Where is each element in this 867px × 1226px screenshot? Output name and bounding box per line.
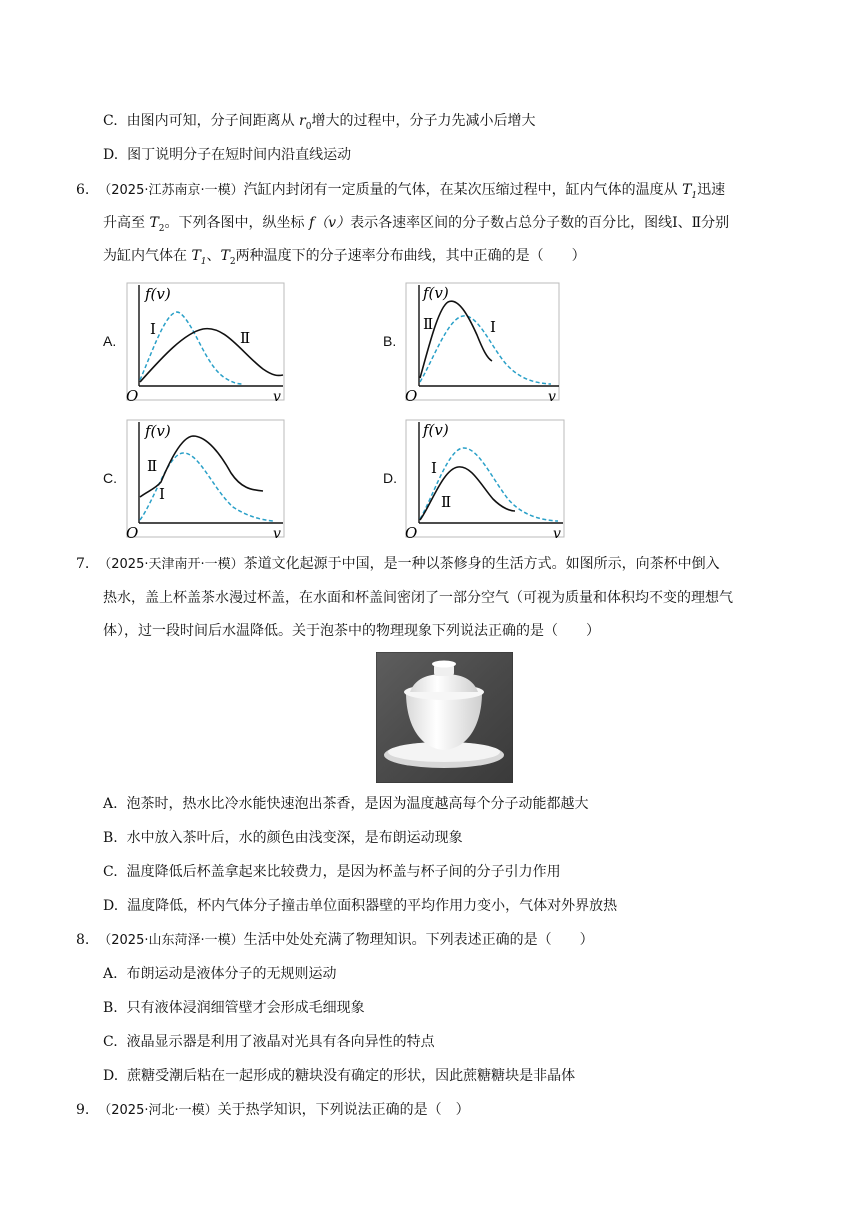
graph-label-b: B. [383,333,397,349]
origin-label: O [126,387,139,405]
option-text: 图丁说明分子在短时间内沿直线运动 [127,147,352,163]
stem-text-b: 。下列各图中，纵坐标 [164,215,309,231]
option-text: 液晶显示器是利用了液晶对光具有各向异性的特点 [126,1034,435,1050]
option-letter: C. [103,113,118,129]
curve-label-ii: Ⅱ [441,493,452,511]
stem-text: 生活中处处充满了物理知识。下列表述正确的是（ ） [243,932,594,948]
var-t: T [191,248,201,264]
q7-option-a [103,794,588,814]
subscript: 1 [691,190,698,201]
q8-option-d [103,1066,575,1086]
var-t: T [220,248,230,264]
option-letter: C. [103,1034,118,1050]
q5-option-c [103,111,535,137]
option-letter: B. [103,830,118,846]
graph-a [123,280,288,405]
option-text-rest: 增大的过程中，分子力先减小后增大 [311,113,536,129]
q7-option-c [103,862,561,882]
q6-stem-line2 [103,213,729,239]
var-t: T [149,215,159,231]
origin-label: O [405,524,418,542]
q6-stem-line1 [76,180,725,206]
tea-cup-photo [376,652,513,783]
option-text: 布朗运动是液体分子的无规则运动 [126,966,337,982]
option-letter: D. [103,147,119,163]
curve-label-i: Ⅰ [431,459,437,477]
graph-c [123,417,288,542]
option-letter: A. [103,966,118,982]
q9-stem [76,1100,470,1121]
x-axis-label: v [553,526,561,542]
x-axis-label: v [273,389,281,405]
stem-text: 茶道文化起源于中国，是一种以茶修身的生活方式。如图所示，向茶杯中倒入 [243,556,720,572]
q7-stem-line3: 体），过一段时间后水温降低。关于泡茶中的物理现象下列说法正确的是（ ） [103,623,600,639]
subscript: 1 [200,256,207,267]
q8-option-b [103,998,365,1018]
option-text: 水中放入茶叶后，水的颜色由浅变深，是布朗运动现象 [126,830,463,846]
q7-option-d [103,896,617,916]
graph-label-d: D. [383,470,397,486]
option-text: 温度降低，杯内气体分子撞击单位面积器壁的平均作用力变小，气体对外界放热 [127,898,618,914]
curve-label-i: Ⅰ [490,318,496,336]
stem-text-c: 表示各速率区间的分子数占总分子数的百分比，图线Ⅰ、Ⅱ分别 [350,215,730,231]
curve-ii [420,301,492,378]
stem-text-b: 迅速 [697,182,726,198]
curve-label-i: Ⅰ [150,320,156,338]
question-source: （2025·江苏南京·一模） [98,183,244,198]
curve-ii [140,329,283,382]
q8-option-c [103,1032,435,1052]
stem-text-b: 、 [206,248,221,264]
option-letter: D. [103,1068,119,1084]
y-axis-label: f(v) [423,421,449,439]
q8-option-a [103,964,336,984]
origin-label: O [405,387,418,405]
x-axis-label: v [273,526,281,542]
q6-stem-line3 [103,246,586,272]
question-source: （2025·天津南开·一模） [98,557,244,572]
x-axis-label: v [548,389,556,405]
graph-b [403,280,563,405]
y-axis-label: f(v) [423,284,449,302]
stem-text: 升高至 [103,215,150,231]
q7-stem-line2: 热水，盖上杯盖茶水漫过杯盖，在水面和杯盖间密闭了一部分空气（可视为质量和体积均不变的理想气 [103,590,733,606]
subscript: 2 [158,223,165,234]
stem-text: 为缸内气体在 [103,248,192,264]
question-number: 6. [76,182,90,198]
q8-stem [76,930,594,951]
curve-label-ii: Ⅱ [240,329,251,347]
option-text: 泡茶时，热水比冷水能快速泡出茶香，是因为温度越高每个分子动能都越大 [126,796,589,812]
subscript: 2 [229,256,236,267]
question-number: 9. [76,1102,90,1118]
option-letter: C. [103,864,118,880]
option-text: 蔗糖受潮后粘在一起形成的糖块没有确定的形状，因此蔗糖糖块是非晶体 [127,1068,576,1084]
graph-d [403,417,568,542]
q5-option-d [103,145,351,165]
curve-i [420,316,551,384]
stem-text: 汽缸内封闭有一定质量的气体，在某次压缩过程中，缸内气体的温度从 [243,182,683,198]
y-axis-label: f(v) [145,285,171,303]
function-fv: f（v） [308,215,351,231]
question-number: 8. [76,932,90,948]
graph-label-c: C. [103,470,117,486]
question-source: （2025·河北·一模） [98,1103,218,1118]
option-text: 温度降低后杯盖拿起来比较费力，是因为杯盖与杯子间的分子引力作用 [126,864,561,880]
y-axis-label: f(v) [145,422,171,440]
option-letter: B. [103,1000,118,1016]
option-text: 只有液体浸润细管壁才会形成毛细现象 [126,1000,365,1016]
subscript: 0 [305,121,312,132]
graph-label-a: A. [103,333,117,349]
curve-label-ii: Ⅱ [147,457,158,475]
q7-option-b [103,828,463,848]
option-letter: D. [103,898,119,914]
option-text: 由图内可知，分子间距离从 [126,113,300,129]
question-number: 7. [76,556,90,572]
variable-r: r [299,113,306,129]
origin-label: O [126,524,139,542]
curve-label-ii: Ⅱ [423,315,434,333]
var-t: T [682,182,692,198]
q7-stem-line1 [76,554,720,575]
curve-label-i: Ⅰ [159,485,165,503]
stem-text: 关于热学知识，下列说法正确的是（ ） [217,1102,470,1118]
question-source: （2025·山东菏泽·一模） [98,933,244,948]
stem-text-c: 两种温度下的分子速率分布曲线，其中正确的是（ ） [235,248,586,264]
option-letter: A. [103,796,118,812]
